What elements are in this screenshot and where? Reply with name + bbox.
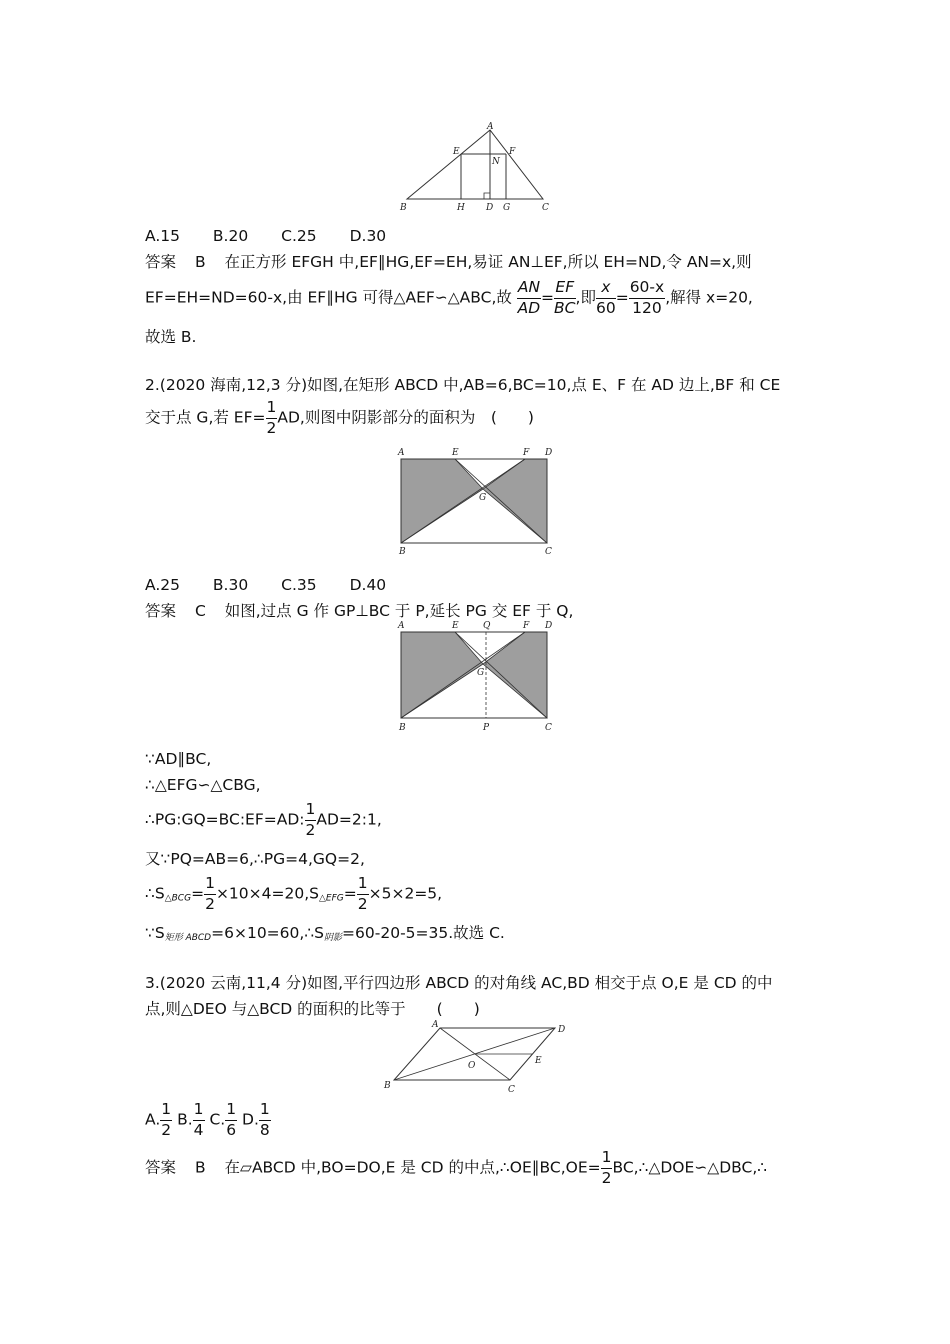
q1-answer-line2	[145, 280, 753, 316]
fraction-1-2: $\frac{1}{2}$	[161, 1100, 172, 1139]
question-text: 2.(2020 海南,12,3 分)如图,在矩形 ABCD 中,AB=6,BC=10,点 E、F 在 AD 边上,BF 和 CE	[145, 376, 781, 394]
step-text: =6×10=60,∴S	[211, 924, 325, 942]
label-P: P	[483, 723, 490, 733]
fraction-half: $\frac{1}{2}$	[266, 398, 277, 437]
fraction-half: $\frac{1}{2}$	[601, 1148, 612, 1187]
step-text: AD=2:1,	[316, 810, 382, 829]
label-F: F	[523, 621, 530, 631]
q2-option-d: D.40	[349, 576, 387, 594]
step-text: ∵S	[145, 924, 165, 942]
label-A: A	[398, 621, 405, 631]
label-D: D	[486, 203, 494, 213]
q2-option-a: A.25	[145, 576, 180, 594]
label-B: B	[400, 203, 407, 213]
subscript: △BCG	[164, 893, 192, 904]
step-text: ∴△EFG∽△CBG,	[145, 776, 261, 794]
label-B: B	[384, 1081, 391, 1091]
fraction-ef-bc: $\frac{EF}{BC}$	[554, 278, 576, 317]
step-text: ∴S	[145, 884, 165, 903]
question-text: 3.(2020 云南,11,4 分)如图,平行四边形 ABCD 的对角线 AC,BD 相交于点 O,E 是 CD 的中	[145, 974, 773, 992]
q2-option-c: C.35	[281, 576, 317, 594]
step-text: =60-20-5=35.故选 C.	[342, 924, 505, 942]
answer-label: 答案	[145, 602, 177, 620]
q2-step2	[145, 774, 261, 796]
parallelogram-figure	[380, 1018, 575, 1098]
fraction-60x-120: $\frac{60-x}{120}$	[629, 278, 665, 317]
answer-text: 在正方形 EFGH 中,EF∥HG,EF=EH,易证 AN⊥EF,所以 EH=ND,令 AN=x,则	[224, 253, 752, 271]
fraction-half: $\frac{1}{2}$	[357, 874, 368, 913]
equals: =	[615, 288, 629, 307]
q2-question-line1	[145, 374, 780, 396]
answer-text: ,即	[575, 288, 596, 307]
label-G: G	[479, 493, 487, 503]
q1-option-c: C.25	[281, 227, 317, 245]
label-A: A	[432, 1020, 439, 1030]
step-text: 又∵PQ=AB=6,∴PG=4,GQ=2,	[145, 850, 365, 868]
label-O: O	[468, 1061, 476, 1071]
label-E: E	[535, 1056, 542, 1066]
step-text: ∵AD∥BC,	[145, 750, 212, 768]
q1-options	[145, 225, 386, 247]
q3-option-b: B.	[177, 1110, 193, 1129]
answer-choice: B	[194, 253, 206, 271]
question-text: AD,则图中阴影部分的面积为 ( )	[277, 408, 534, 427]
q1-option-a: A.15	[145, 227, 180, 245]
answer-label: 答案	[145, 253, 177, 271]
subscript: 矩形 ABCD	[164, 933, 212, 943]
label-N: N	[492, 157, 500, 167]
subscript: △EFG	[318, 893, 344, 904]
answer-label: 答案	[145, 1158, 177, 1177]
label-F: F	[523, 448, 530, 458]
label-G: G	[477, 668, 485, 678]
fraction-x-60: $\frac{x}{60}$	[595, 278, 616, 317]
fraction-half: $\frac{1}{2}$	[205, 874, 215, 913]
answer-text: ,解得 x=20,	[665, 288, 753, 307]
label-D: D	[545, 448, 553, 458]
q2-step1	[145, 748, 211, 770]
fraction-1-6: $\frac{1}{6}$	[226, 1100, 237, 1139]
label-B: B	[399, 723, 406, 733]
answer-text: EF=EH=ND=60-x,由 EF∥HG 可得△AEF∽△ABC,故	[145, 288, 512, 307]
label-F: F	[509, 147, 516, 157]
label-D: D	[545, 621, 553, 631]
question-text: 点,则△DEO 与△BCD 的面积的比等于 ( )	[145, 1000, 480, 1018]
label-A: A	[487, 122, 494, 132]
fraction-1-8: $\frac{1}{8}$	[259, 1100, 270, 1139]
q3-options	[145, 1102, 271, 1138]
q3-option-c: C.	[209, 1110, 226, 1129]
label-G: G	[503, 203, 511, 213]
q1-option-d: D.30	[349, 227, 387, 245]
q2-options	[145, 574, 386, 596]
answer-text: 故选 B.	[145, 328, 197, 346]
q3-option-a: A.	[145, 1110, 161, 1129]
label-Q: Q	[483, 621, 491, 631]
q2-option-b: B.30	[212, 576, 249, 594]
answer-choice: B	[194, 1158, 206, 1177]
triangle-square-figure	[395, 120, 555, 215]
rectangle-shaded-figure	[393, 444, 558, 559]
q1-answer-line1	[145, 251, 752, 273]
step-text: ×5×2=5,	[368, 884, 443, 903]
q3-answer-line1	[145, 1150, 767, 1186]
q2-question-line2	[145, 400, 534, 436]
label-C: C	[542, 203, 549, 213]
label-D: D	[558, 1025, 566, 1035]
answer-text: 在▱ABCD 中,BO=DO,E 是 CD 的中点,∴OE∥BC,OE=	[224, 1158, 601, 1177]
answer-text: 如图,过点 G 作 GP⊥BC 于 P,延长 PG 交 EF 于 Q,	[224, 602, 574, 620]
q1-option-b: B.20	[212, 227, 249, 245]
fraction-1-4: $\frac{1}{4}$	[193, 1100, 204, 1139]
answer-text: BC,∴△DOE∽△DBC,∴	[612, 1158, 768, 1177]
step-text: ∴PG:GQ=BC:EF=AD:	[145, 810, 305, 829]
subscript: 阴影	[324, 933, 343, 943]
label-B: B	[399, 547, 406, 557]
step-text: ×10×4=20,S	[215, 884, 319, 903]
fraction-half: $\frac{1}{2}$	[305, 800, 316, 839]
fraction-an-ad: $\frac{AN}{AD}$	[517, 278, 541, 317]
q2-step3	[145, 802, 382, 838]
equals: =	[343, 884, 357, 903]
label-H: H	[457, 203, 465, 213]
label-C: C	[545, 723, 552, 733]
label-E: E	[453, 147, 460, 157]
q3-question-line1	[145, 972, 773, 994]
rectangle-shaded-figure-with-perpendicular	[393, 618, 558, 735]
q2-step6	[145, 922, 505, 949]
label-E: E	[452, 448, 459, 458]
answer-choice: C	[194, 602, 206, 620]
q2-step4	[145, 848, 365, 870]
q2-step5	[145, 876, 442, 916]
label-A: A	[398, 448, 405, 458]
question-text: 交于点 G,若 EF=	[145, 408, 266, 427]
equals: =	[541, 288, 555, 307]
q3-question-line2	[145, 998, 480, 1020]
label-E: E	[452, 621, 459, 631]
q3-option-d: D.	[242, 1110, 259, 1129]
equals: =	[191, 884, 205, 903]
label-C: C	[508, 1085, 515, 1095]
label-C: C	[545, 547, 552, 557]
q1-answer-line3	[145, 326, 197, 348]
